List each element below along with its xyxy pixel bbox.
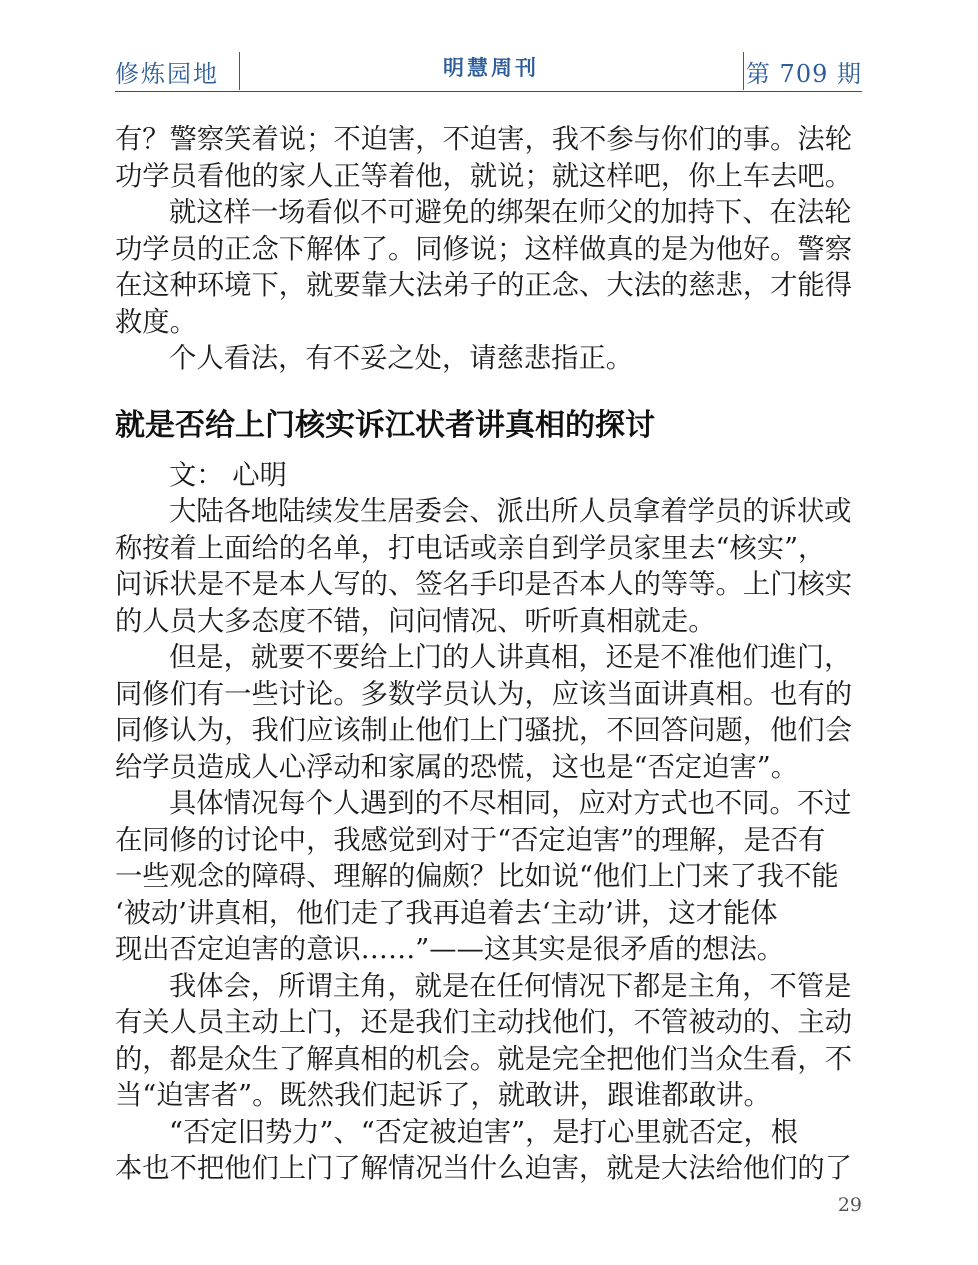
- section-name: 修炼园地: [115, 60, 219, 88]
- paragraph: 我体会，所谓主角，就是在任何情况下都是主角，不管是 有关人员主动上门，还是我们主动找他们，不管被动的、主动 的，都是众生了解真相的机会。就是完全把他们当众生看，不 当“迫害者”。既然我们起诉了，就敢讲，跟谁都敢讲。: [115, 970, 853, 1111]
- page-number: 29: [837, 1194, 862, 1216]
- article-body: [115, 494, 862, 1188]
- page-content: [115, 122, 862, 1188]
- page-header: [115, 48, 862, 94]
- paragraph: 具体情况每个人遇到的不尽相同，应对方式也不同。不过 在同修的讨论中，我感觉到对于“否定迫害”的理解，是否有 一些观念的障碍、理解的偏颇？比如说“他们上门来了我不能 ‘被动’讲真相，他们走了我再追着去‘主动’讲，这才能体 现出否定迫害的意识……”——这其实是很矛盾的想法。: [115, 788, 852, 965]
- paragraph: 就这样一场看似不可避免的绑架在师父的加持下、在法轮 功学员的正念下解体了。同修说；这样做真的是为他好。警察 在这种环境下，就要靠大法弟子的正念、大法的慈悲，才能得 救度。: [115, 197, 853, 338]
- article-byline: 文： 心明: [169, 459, 287, 491]
- header-rule: [115, 91, 862, 92]
- article-title: 就是否给上门核实诉江状者讲真相的探讨: [115, 407, 655, 443]
- publication-title: 明慧周刊: [443, 56, 539, 80]
- previous-article-ending: [115, 122, 862, 378]
- header-divider-right: [743, 52, 744, 90]
- paragraph: 个人看法，有不妥之处，请慈悲指正。: [169, 343, 634, 374]
- issue-number: 第 709 期: [745, 60, 862, 88]
- paragraph: 有？警察笑着说；不迫害，不迫害，我不参与你们的事。法轮 功学员看他的家人正等着他，就说；就这样吧，你上车去吧。: [115, 124, 853, 192]
- paragraph: “否定旧势力”、“否定被迫害”，是打心里就否定，根 本也不把他们上门了解情况当什么迫害，就是大法给他们的了: [115, 1116, 853, 1184]
- paragraph: 大陆各地陆续发生居委会、派出所人员拿着学员的诉状或 称按着上面给的名单，打电话或亲自到学员家里去“核实”， 问诉状是不是本人写的、签名手印是否本人的等等。上门核实 的人员大多态度不错，问问情况、听听真相就走。: [115, 496, 853, 637]
- paragraph: 但是，就要不要给上门的人讲真相，还是不准他们進门， 同修们有一些讨论。多数学员认为，应该当面讲真相。也有的 同修认为，我们应该制止他们上门骚扰，不回答问题，他们会 给学员造成人心浮动和家属的恐慌，这也是“否定迫害”。: [115, 642, 853, 783]
